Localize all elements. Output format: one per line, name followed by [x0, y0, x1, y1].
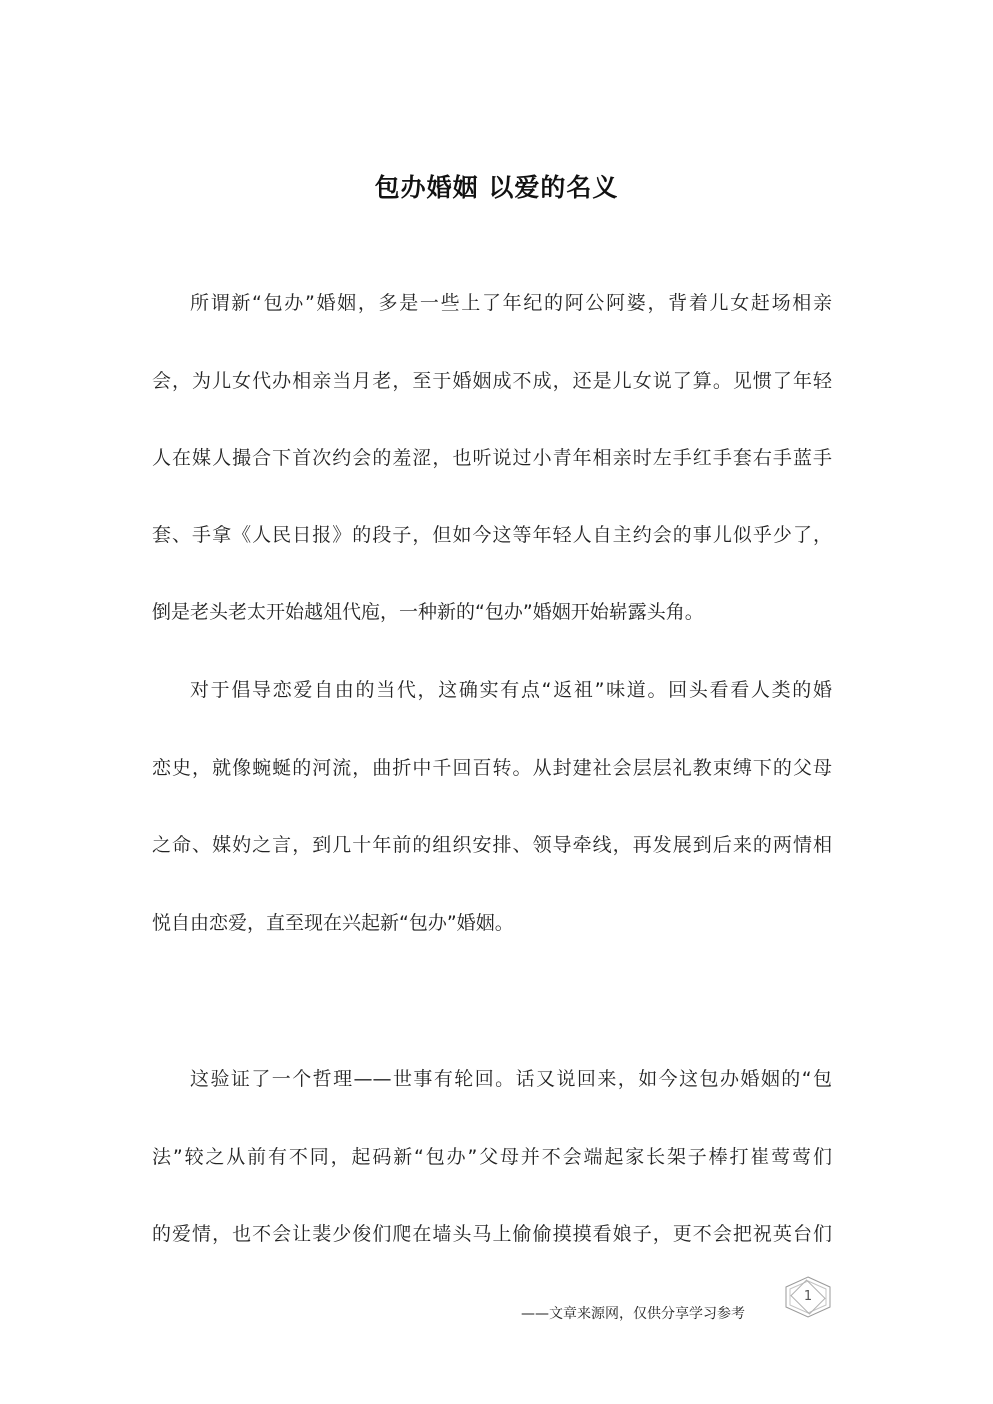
paragraph-3-line-1: 这验证了一个哲理——世事有轮回。话又说回来，如今这包办婚姻的“包	[190, 1068, 832, 1090]
paragraph-1-line-5: 倒是老头老太开始越俎代庖，一种新的“包办”婚姻开始崭露头角。	[152, 601, 704, 623]
paragraph-1-line-4: 套、手拿《人民日报》的段子，但如今这等年轻人自主约会的事儿似乎少了，	[152, 524, 832, 546]
paragraph-1-line-2: 会，为儿女代办相亲当月老，至于婚姻成不成，还是儿女说了算。见惯了年轻	[152, 370, 832, 392]
paragraph-3-line-3: 的爱情，也不会让裴少俊们爬在墙头马上偷偷摸摸看娘子，更不会把祝英台们	[152, 1223, 832, 1245]
paragraph-1-line-1: 所谓新“包办”婚姻，多是一些上了年纪的阿公阿婆，背着儿女赶场相亲	[190, 292, 832, 314]
paragraph-2-line-4: 悦自由恋爱，直至现在兴起新“包办”婚姻。	[152, 912, 514, 934]
page-title: 包办婚姻 以爱的名义	[374, 173, 619, 202]
paragraph-2-line-3: 之命、媒妁之言，到几十年前的组织安排、领导牵线，再发展到后来的两情相	[152, 834, 832, 856]
paragraph-1-line-3: 人在媒人撮合下首次约会的羞涩，也听说过小青年相亲时左手红手套右手蓝手	[152, 447, 832, 469]
page-number: 1	[803, 1289, 813, 1304]
paragraph-3-line-2: 法”较之从前有不同，起码新“包办”父母并不会端起家长架子棒打崔莺莺们	[152, 1146, 832, 1168]
paragraph-2-line-2: 恋史，就像蜿蜒的河流，曲折中千回百转。从封建社会层层礼教束缚下的父母	[152, 757, 832, 779]
source-note: ——文章来源网，仅供分享学习参考	[521, 1306, 745, 1322]
paragraph-2-line-1: 对于倡导恋爱自由的当代，这确实有点“返祖”味道。回头看看人类的婚	[190, 679, 832, 701]
